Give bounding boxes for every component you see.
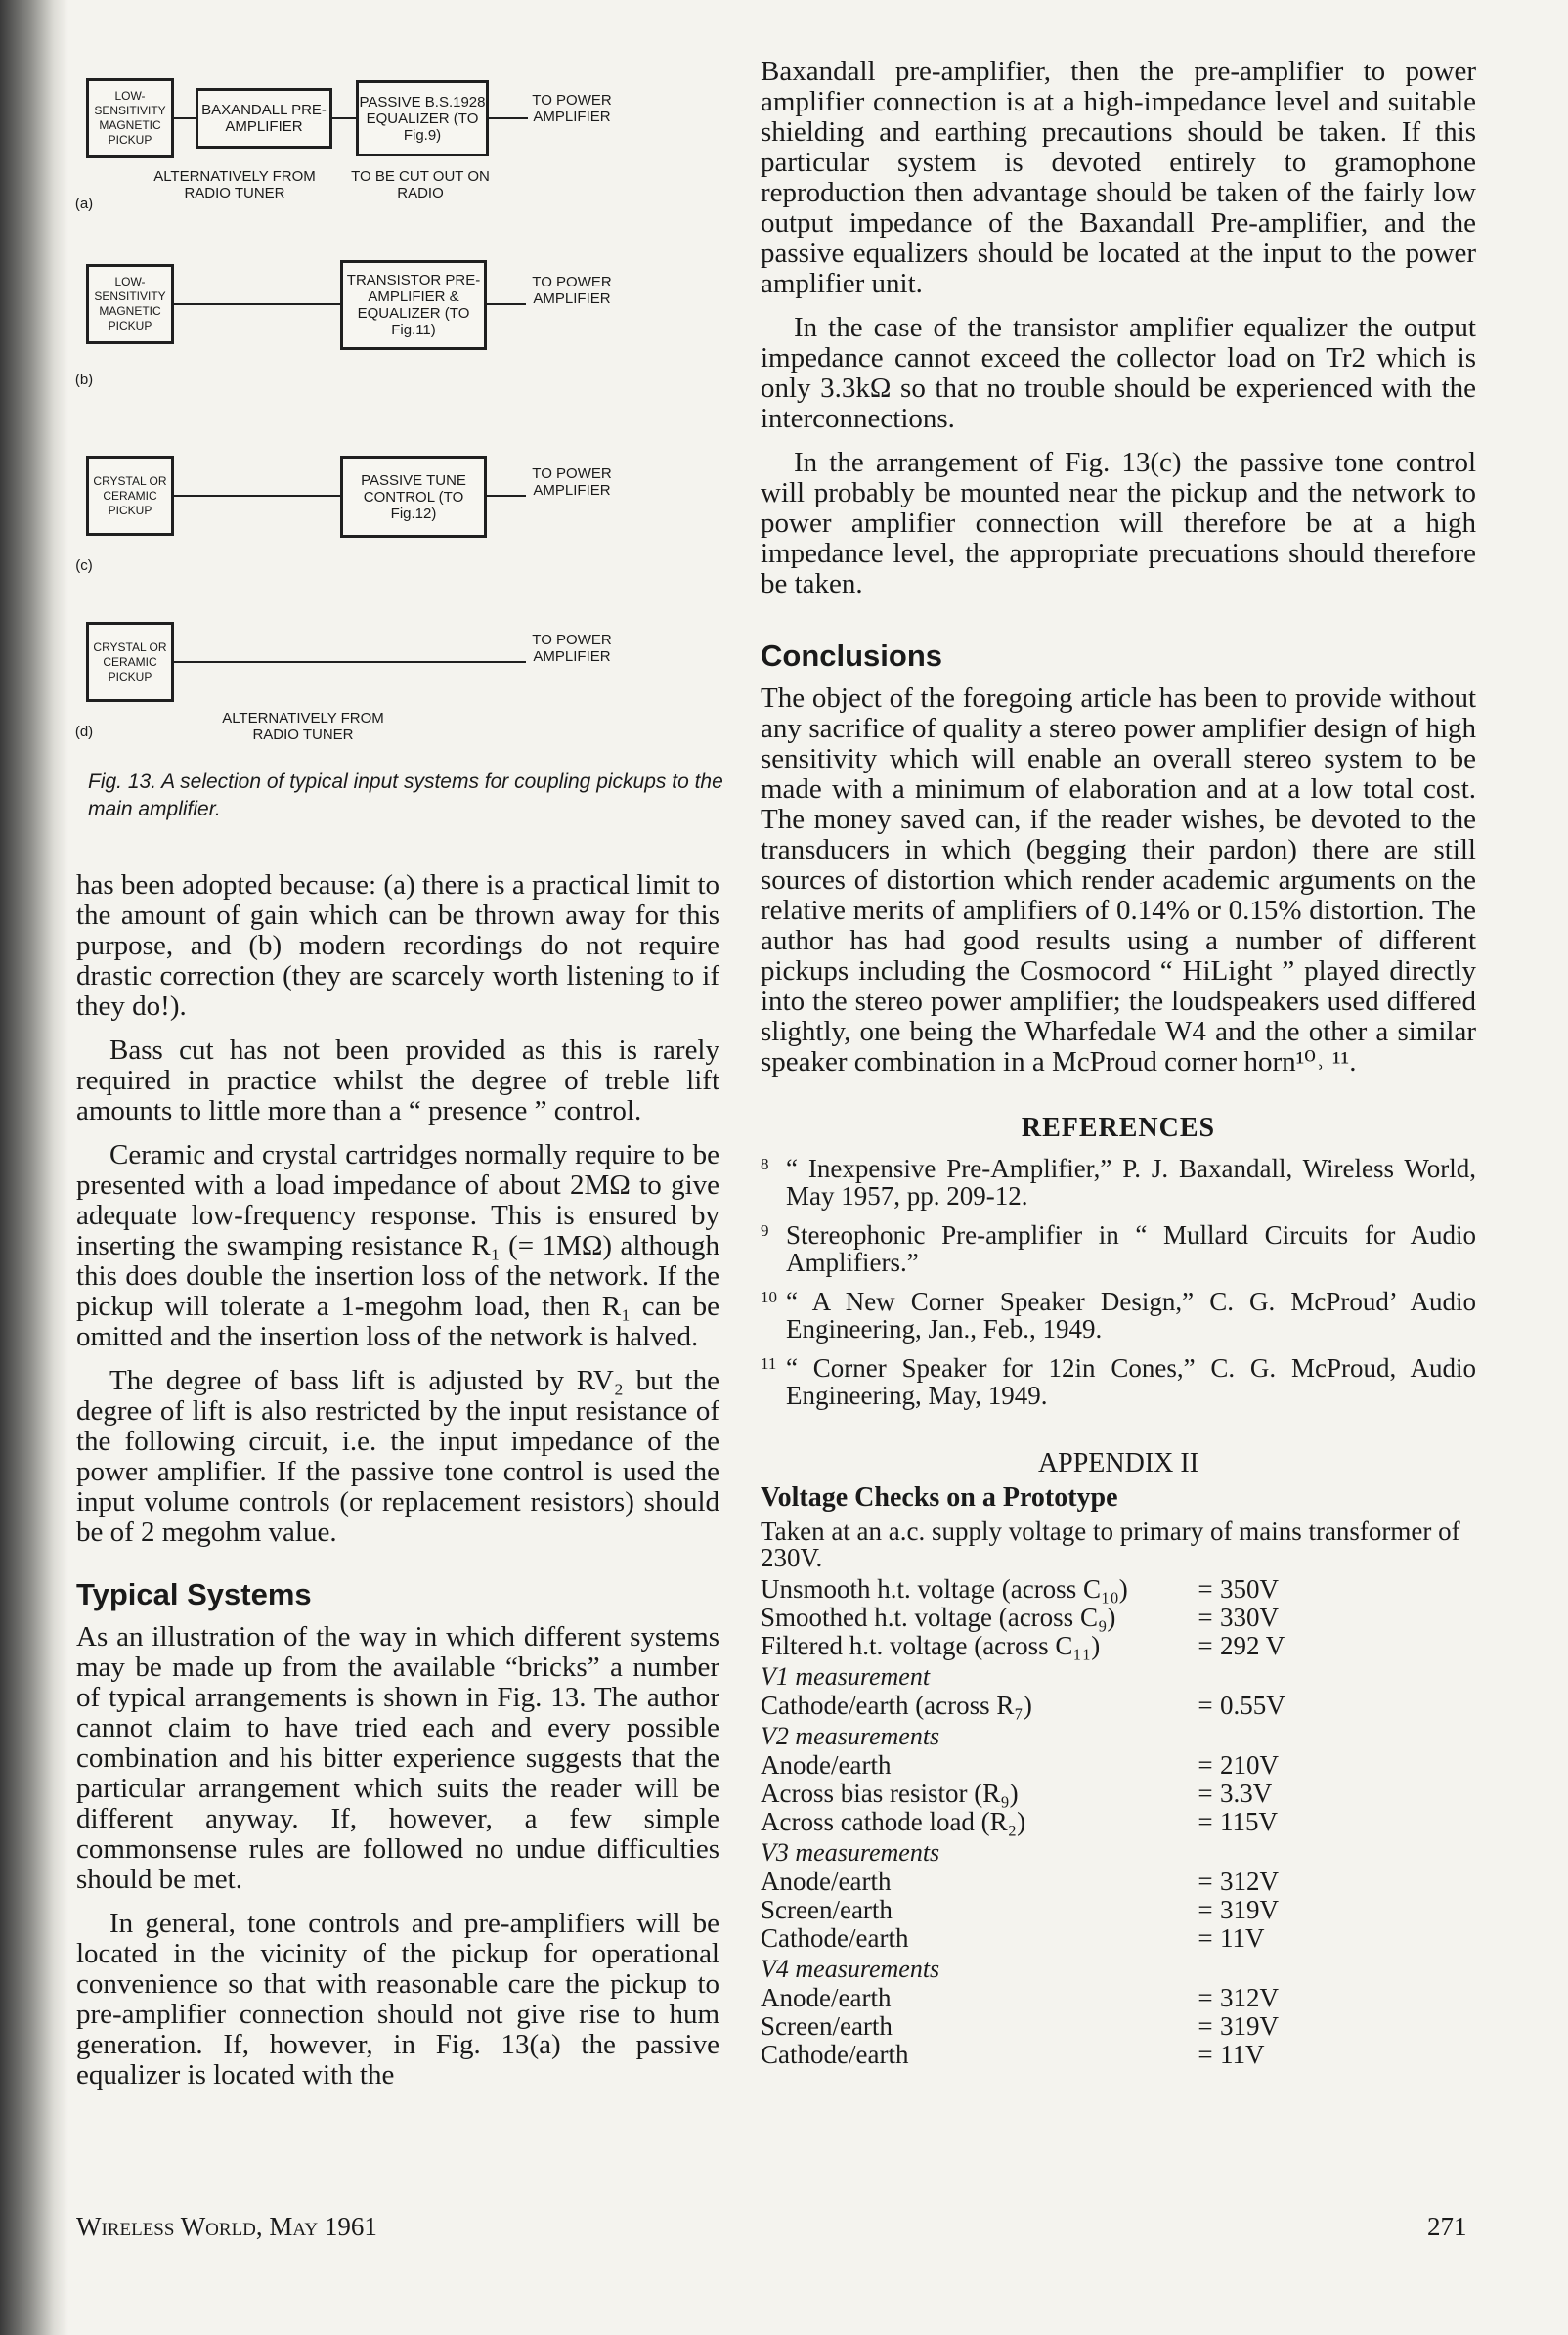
- voltage-row: Screen/earth = 319V: [761, 2011, 1279, 2041]
- measurement-group-title: V4 measurements: [761, 1955, 940, 1983]
- fig-a-source-block: LOW-SENSITIVITY MAGNETIC PICKUP: [86, 78, 174, 158]
- paragraph: Ceramic and crystal cartridges normally require to be presented with a load impedance of about 2MΩ to give adequate low-frequency response. This is ensured by inserting the swamping resistance R₁ (= 1MΩ) although this does double the insertion loss of the network. If the pickup will tolerate a 1-megohm load, then R₁ can be omitted and the insertion loss of the network is halved.: [76, 1139, 719, 1352]
- fig-a-output-label: TO POWER AMPLIFIER: [532, 92, 612, 125]
- fig-c-output-label: TO POWER AMPLIFIER: [532, 465, 612, 499]
- fig-b-output-label: TO POWER AMPLIFIER: [532, 274, 612, 307]
- reference-item: 11 “ Corner Speaker for 12in Cones,” C. G. McProud, Audio Engineering, May, 1949.: [761, 1353, 1476, 1410]
- connector-line: [332, 117, 356, 119]
- connector-line: [174, 303, 340, 305]
- connector-line: [174, 495, 340, 497]
- voltage-row: Anode/earth = 312V: [761, 1867, 1279, 1896]
- fig-c-stage1-block: PASSIVE TUNE CONTROL (TO Fig.12): [340, 456, 487, 538]
- fig-b-stage1-block: TRANSISTOR PRE-AMPLIFIER & EQUALIZER (TO Fig.11): [340, 260, 487, 350]
- voltage-row: Cathode/earth (across R₇) = 0.55V: [761, 1691, 1285, 1720]
- references-title: REFERENCES: [1021, 1113, 1216, 1143]
- figure-caption: Fig. 13. A selection of typical input systems for coupling pickups to the main amplifier.: [88, 771, 723, 820]
- fig-c-label: (c): [75, 557, 93, 574]
- appendix: [761, 1448, 1476, 2069]
- voltage-row: Across bias resistor (R₉) = 3.3V: [761, 1779, 1273, 1808]
- paragraph: has been adopted because: (a) there is a practical limit to the amount of gain which can be thrown away for this purpose, and (b) modern recordings do not require drastic correction (they are scarcely worth listening to if they do!).: [76, 869, 719, 1022]
- fig-a-note-cut: TO BE CUT OUT ON RADIO: [351, 168, 490, 201]
- paragraph: In the case of the transistor amplifier equalizer the output impedance cannot exceed the collector load on Tr2 which is only 3.3kΩ so that no trouble should be experienced with the interconnections.: [761, 312, 1476, 434]
- paragraph: The object of the foregoing article has been to provide without any sacrifice of quality a stereo power amplifier design of high sensitivity which will enable an overall stereo system to be made with a minimum of elaboration and at a low total cost. The money saved can, if the reader wishes, be devoted to the transducers in which (begging their pardon) there are still sources of distortion which render academic arguments on the relative merits of amplifiers of 0.14% or 0.15% distortion. The author has had good results using a number of different pickups including the Cosmocord “ HiLight ” played directly into the stereo power amplifier; the loudspeakers used differed slightly, one being the Wharfedale W4 and the other a similar speaker combination in a McProud corner horn¹⁰˒ ¹¹.: [761, 683, 1476, 1078]
- appendix-lead: Taken at an a.c. supply voltage to primary of mains transformer of 230V.: [761, 1517, 1460, 1572]
- reference-item: 8 “ Inexpensive Pre-Amplifier,” P. J. Baxandall, Wireless World, May 1957, pp. 209-12.: [761, 1154, 1476, 1211]
- fig-a-stage1-block: BAXANDALL PRE-AMPLIFIER: [196, 88, 332, 149]
- fig-c-source-block: CRYSTAL OR CERAMIC PICKUP: [86, 456, 174, 536]
- left-column: [76, 870, 719, 2104]
- paragraph: In the arrangement of Fig. 13(c) the passive tone control will probably be mounted near the pickup and the network to power amplifier connection will therefore be at a high impedance level, the appropriate precuations should therefore be taken.: [761, 447, 1476, 599]
- fig-d-label: (d): [74, 724, 94, 740]
- fig-d-note-tuner: ALTERNATIVELY FROM RADIO TUNER: [222, 710, 384, 743]
- fig-b-source-block: LOW-SENSITIVITY MAGNETIC PICKUP: [86, 264, 174, 344]
- measurement-group-title: V2 measurements: [761, 1722, 940, 1750]
- paragraph: Bass cut has not been provided as this is rarely required in practice whilst the degree of treble lift amounts to little more than a “ presence ” control.: [76, 1035, 719, 1126]
- paragraph: As an illustration of the way in which different systems may be made up from the available “bricks” a number of typical arrangements is shown in Fig. 13. The author cannot claim to have tried each and every possible combination and his bitter experience suggests that the particular arrangement which suits the reader will be different anyway. If, however, a few simple commonsense rules are followed no undue difficulties should be met.: [76, 1621, 719, 1895]
- voltage-row: Across cathode load (R₂) = 115V: [761, 1807, 1278, 1836]
- voltage-row: Anode/earth = 210V: [761, 1750, 1279, 1780]
- fig-b-label: (b): [74, 372, 94, 388]
- voltage-row: Unsmooth h.t. voltage (across C₁₀) = 350V: [761, 1574, 1279, 1604]
- voltage-row: Smoothed h.t. voltage (across C₉) = 330V: [761, 1603, 1279, 1632]
- reference-item: 10 “ A New Corner Speaker Design,” C. G. McProud’ Audio Engineering, Jan., Feb., 1949.: [761, 1287, 1476, 1344]
- voltage-row: Screen/earth = 319V: [761, 1895, 1279, 1924]
- right-column: [761, 57, 1476, 2069]
- arrow-line: [174, 661, 526, 663]
- connector-line: [174, 117, 196, 119]
- paragraph: In general, tone controls and pre-amplifiers will be located in the vicinity of the pickup for operational convenience so that with reasonable care the pickup to pre-amplifier connection should not give rise to hum generation. If, however, in Fig. 13(a) the passive equalizer is located with the: [76, 1908, 719, 2091]
- footer-journal: Wireless World, May 1961: [76, 2212, 377, 2241]
- fig-a-note-tuner: ALTERNATIVELY FROM RADIO TUNER: [153, 168, 316, 201]
- measurement-group-title: V1 measurement: [761, 1662, 931, 1691]
- voltage-row: Anode/earth = 312V: [761, 1983, 1279, 2012]
- paragraph: Baxandall pre-amplifier, then the pre-amplifier to power amplifier connection is at a high-impedance level and suitable shielding and earthing precautions should be taken. If this particular system is devoted entirely to gramophone reproduction then advantage should be taken of the fairly low output impedance of the Baxandall Pre-amplifier, and the passive equalizers should be located at the input to the power amplifier unit.: [761, 56, 1476, 299]
- page-number: 271: [1427, 2212, 1467, 2241]
- voltage-row: Cathode/earth = 11V: [761, 1923, 1265, 1953]
- voltage-row: Filtered h.t. voltage (across C₁₁) = 292 V: [761, 1631, 1285, 1660]
- section-heading: Conclusions: [761, 639, 943, 673]
- figure-13-block-diagram: [59, 59, 743, 802]
- appendix-subtitle: Voltage Checks on a Prototype: [761, 1482, 1118, 1513]
- fig-a-stage2-block: PASSIVE B.S.1928 EQUALIZER (TO Fig.9): [356, 80, 489, 156]
- voltage-row: Cathode/earth = 11V: [761, 2040, 1265, 2069]
- fig-a-label: (a): [74, 196, 94, 212]
- references: [761, 1113, 1476, 1409]
- appendix-title: APPENDIX II: [1037, 1448, 1199, 1478]
- fig-d-source-block: CRYSTAL OR CERAMIC PICKUP: [86, 622, 174, 702]
- fig-d-output-label: TO POWER AMPLIFIER: [532, 632, 612, 665]
- reference-item: 9 Stereophonic Pre-amplifier in “ Mullard Circuits for Audio Amplifiers.”: [761, 1220, 1476, 1277]
- measurement-group-title: V3 measurements: [761, 1838, 940, 1867]
- section-heading: Typical Systems: [76, 1577, 312, 1611]
- paragraph: The degree of bass lift is adjusted by RV₂ but the degree of lift is also restricted by the input resistance of the following circuit, i.e. the input impedance of the power amplifier. If the passive tone control is used the input volume controls (or replacement resistors) should be of 2 megohm value.: [76, 1365, 719, 1548]
